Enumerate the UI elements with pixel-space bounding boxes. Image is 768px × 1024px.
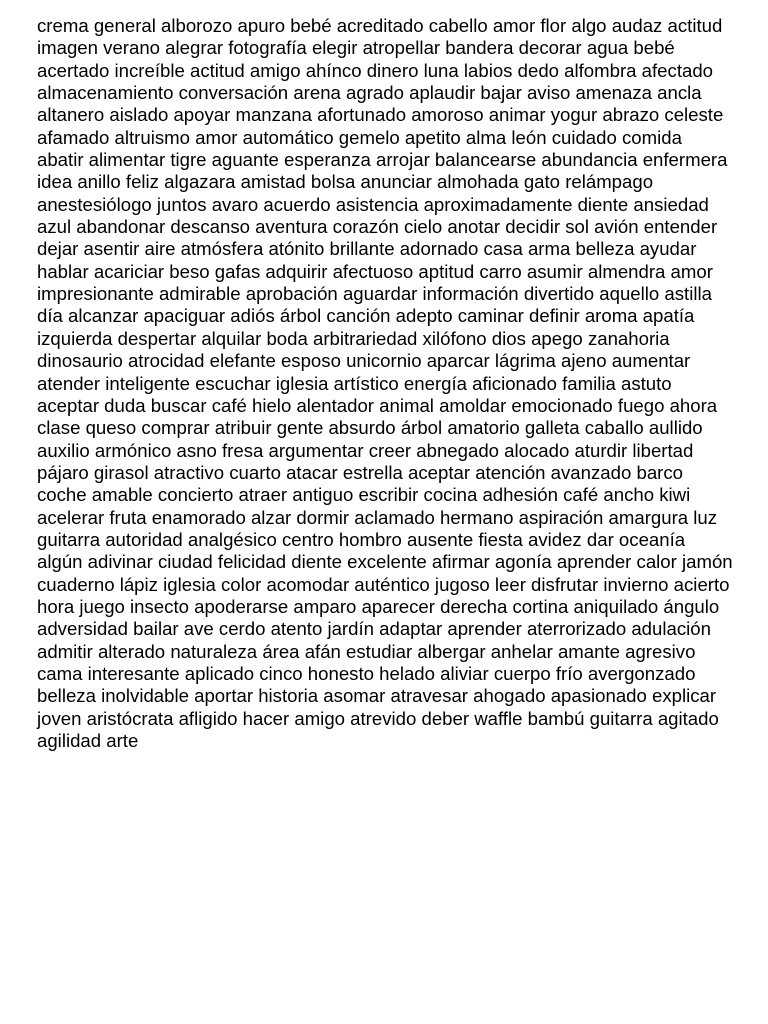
text-line: coche amable concierto atraer antiguo escribir cocina adhesión café ancho kiwi	[37, 484, 691, 506]
text-line: idea anillo feliz algazara amistad bolsa anunciar almohada gato relámpago	[37, 171, 654, 193]
text-line: dinosaurio atrocidad elefante esposo unicornio aparcar lágrima ajeno aumentar	[37, 350, 691, 372]
text-line: auxilio armónico asno fresa argumentar creer abnegado alocado aturdir libertad	[37, 439, 694, 461]
text-line: anestesiólogo juntos avaro acuerdo asistencia aproximadamente diente ansiedad	[37, 193, 709, 215]
text-line: admitir alterado naturaleza área afán estudiar albergar anhelar amante agresivo	[37, 640, 696, 662]
text-line: guitarra autoridad analgésico centro hombro ausente fiesta avidez dar oceanía	[37, 528, 686, 550]
text-line: clase queso comprar atribuir gente absurdo árbol amatorio galleta caballo aullido	[37, 417, 703, 439]
text-line: acelerar fruta enamorado alzar dormir aclamado hermano aspiración amargura luz	[37, 506, 718, 528]
text-line: almacenamiento conversación arena agrado aplaudir bajar aviso amenaza ancla	[37, 82, 702, 104]
text-line: afamado altruismo amor automático gemelo apetito alma león cuidado comida	[37, 126, 682, 148]
text-line: impresionante admirable aprobación aguardar información divertido aquello astilla	[37, 283, 712, 305]
text-line: joven aristócrata afligido hacer amigo atrevido deber waffle bambú guitarra agitado	[37, 707, 719, 729]
text-line: hora juego insecto apoderarse amparo aparecer derecha cortina aniquilado ángulo	[37, 595, 720, 617]
word-list-text	[37, 15, 733, 752]
text-line: algún adivinar ciudad felicidad diente excelente afirmar agonía aprender calor jamón	[37, 551, 733, 573]
text-line: imagen verano alegrar fotografía elegir atropellar bandera decorar agua bebé	[37, 37, 675, 59]
text-line: cama interesante aplicado cinco honesto helado aliviar cuerpo frío avergonzado	[37, 662, 696, 684]
text-line: abatir alimentar tigre aguante esperanza arrojar balancearse abundancia enfermera	[37, 149, 728, 171]
text-line: belleza inolvidable aportar historia asomar atravesar ahogado apasionado explicar	[37, 685, 717, 707]
text-line: izquierda despertar alquilar boda arbitrariedad xilófono dios apego zanahoria	[37, 327, 670, 349]
text-line: cuaderno lápiz iglesia color acomodar auténtico jugoso leer disfrutar invierno acierto	[37, 573, 730, 595]
text-line: adversidad bailar ave cerdo atento jardín adaptar aprender aterrorizado adulación	[37, 618, 711, 640]
text-line: día alcanzar apaciguar adiós árbol canción adepto caminar definir aroma apatía	[37, 305, 695, 327]
text-line: azul abandonar descanso aventura corazón cielo anotar decidir sol avión entender	[37, 216, 718, 238]
text-line: aceptar duda buscar café hielo alentador animal amoldar emocionado fuego ahora	[37, 394, 718, 416]
text-line: agilidad arte	[37, 730, 139, 751]
text-line: altanero aislado apoyar manzana afortunado amoroso animar yogur abrazo celeste	[37, 104, 724, 126]
text-line: crema general alborozo apuro bebé acreditado cabello amor flor algo audaz actitud	[37, 15, 723, 36]
text-line: atender inteligente escuchar iglesia artístico energía aficionado familia astuto	[37, 372, 672, 394]
text-line: acertado increíble actitud amigo ahínco dinero luna labios dedo alfombra afectado	[37, 59, 714, 81]
text-line: dejar asentir aire atmósfera atónito brillante adornado casa arma belleza ayudar	[37, 238, 697, 260]
text-line: hablar acariciar beso gafas adquirir afectuoso aptitud carro asumir almendra amor	[37, 260, 713, 282]
text-line: pájaro girasol atractivo cuarto atacar estrella aceptar atención avanzado barco	[37, 461, 683, 483]
